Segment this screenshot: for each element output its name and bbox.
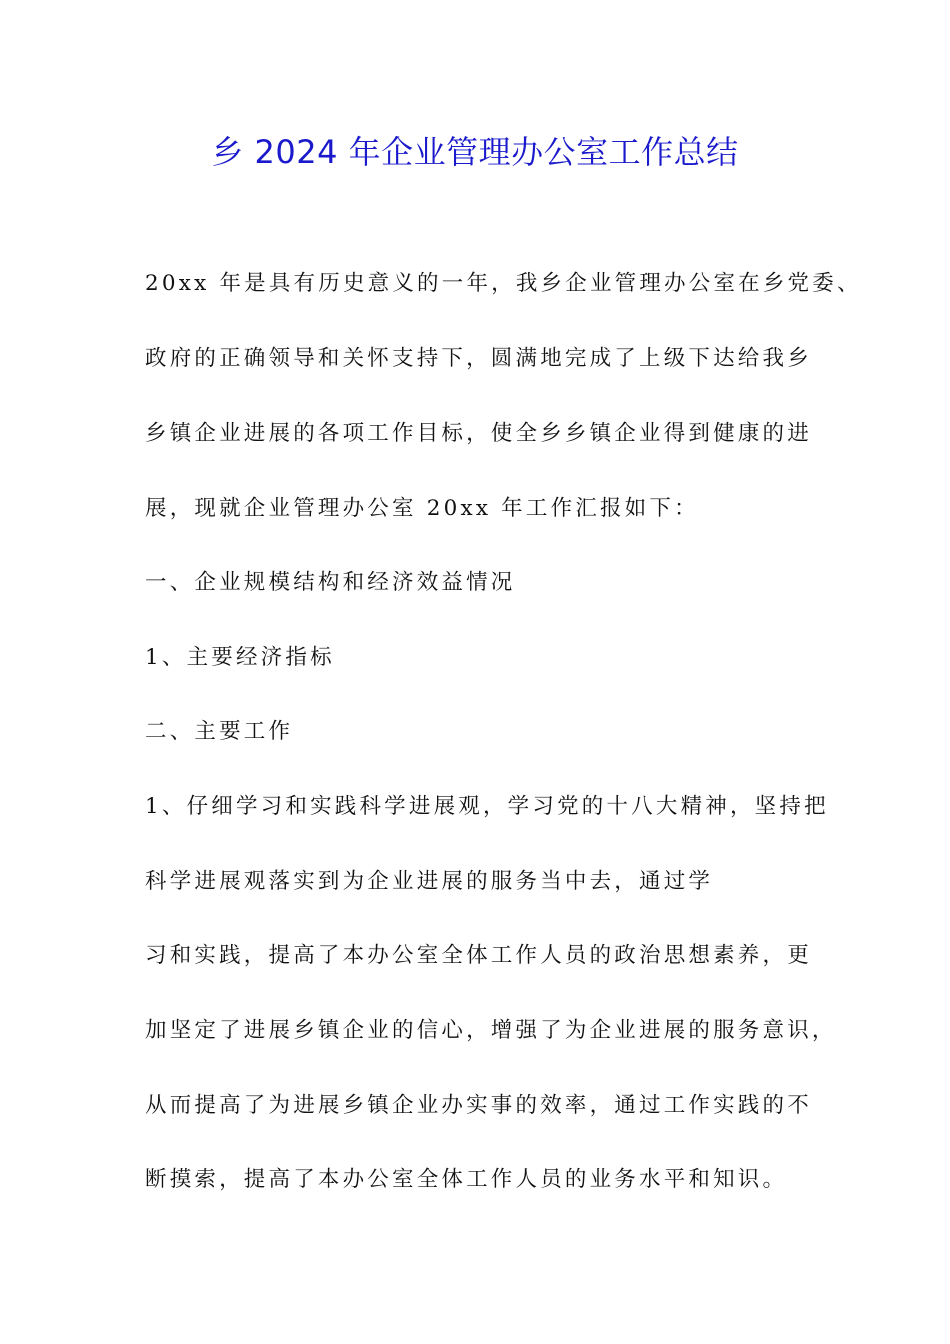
paragraph-line: 乡镇企业进展的各项工作目标，使全乡乡镇企业得到健康的进 (145, 421, 812, 446)
paragraph-line: 从而提高了为进展乡镇企业办实事的效率，通过工作实践的不 (145, 1093, 812, 1118)
paragraph-line: 展，现就企业管理办公室 20xx 年工作汇报如下： (145, 496, 699, 521)
paragraph-line: 断摸索，提高了本办公室全体工作人员的业务水平和知识。 (145, 1167, 788, 1192)
section-heading: 二、主要工作 (145, 719, 294, 744)
paragraph-line: 1、仔细学习和实践科学进展观，学习党的十八大精神，坚持把 (145, 794, 829, 819)
document-title: 乡 2024 年企业管理办公室工作总结 (211, 133, 739, 171)
paragraph-line: 习和实践，提高了本办公室全体工作人员的政治思想素养，更 (145, 943, 812, 968)
paragraph-line: 加坚定了进展乡镇企业的信心，增强了为企业进展的服务意识， (145, 1018, 837, 1043)
subsection-heading: 1、主要经济指标 (145, 645, 335, 670)
paragraph-line: 科学进展观落实到为企业进展的服务当中去，通过学 (145, 869, 714, 894)
paragraph-line: 政府的正确领导和关怀支持下，圆满地完成了上级下达给我乡 (145, 346, 812, 371)
section-heading: 一、企业规模结构和经济效益情况 (145, 570, 516, 595)
paragraph-line: 20xx 年是具有历史意义的一年，我乡企业管理办公室在乡党委、 (145, 271, 862, 296)
